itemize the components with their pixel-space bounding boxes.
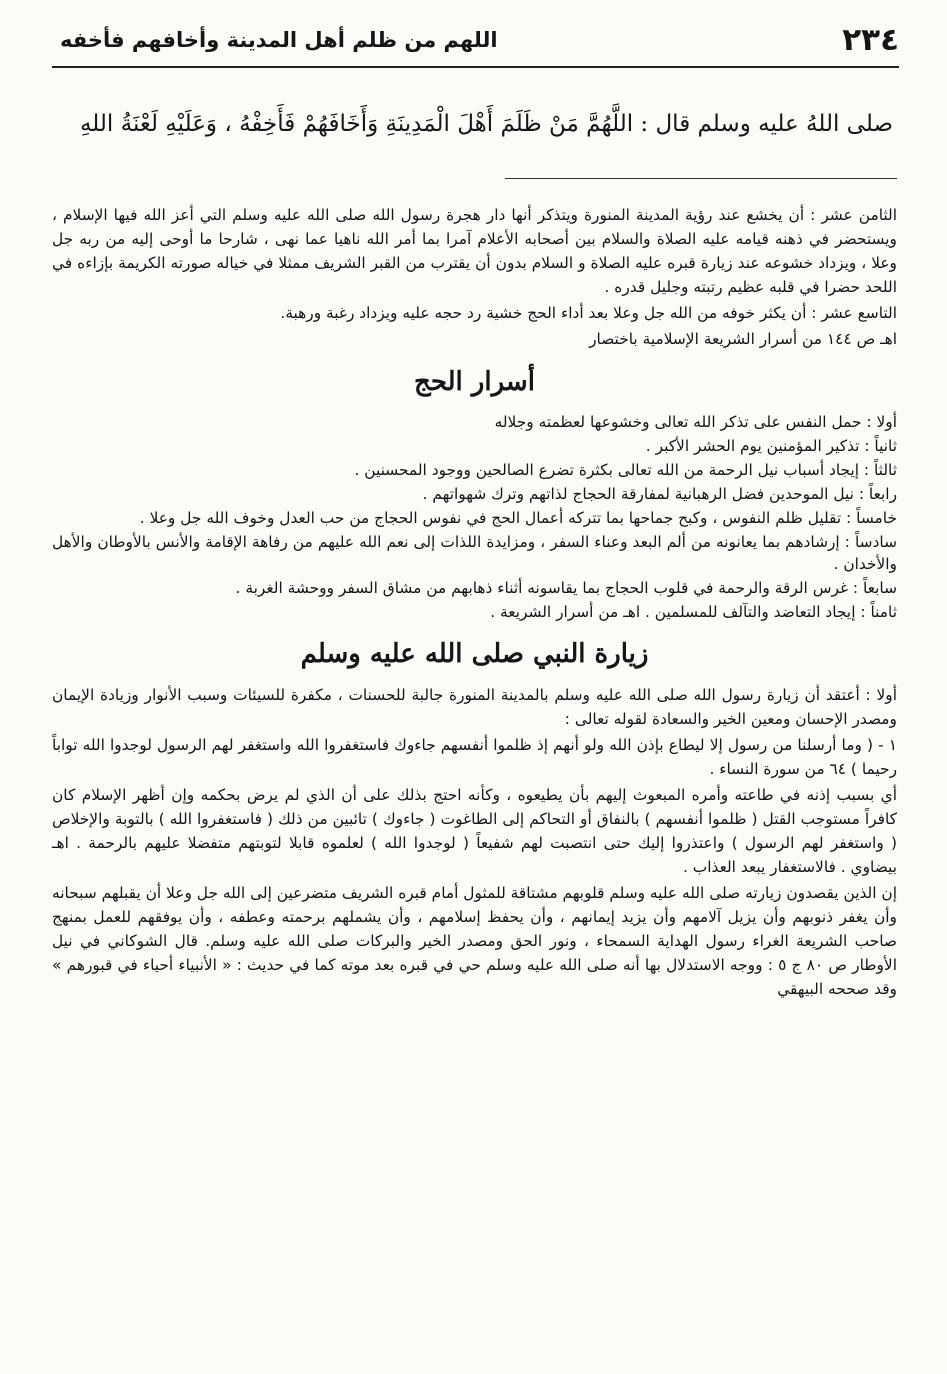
paragraph-visitors: إن الذين يقصدون زيارته صلى الله عليه وسلم قلوبهم مشتاقة للمثول أمام قبره الشريف متضرعين إلى الله جل وعلا أن يقبلهم سبحانه وأن يغفر ذنوبهم وأن يزيل آلامهم وأن يزيد إيمانهم ، وأن يحفظ إسلامهم ، وأن يشملهم برحمته وعطفه ، وأن يوفقهم للعمل بمنهج صاحب الشريعة الغراء رسول الهداية السمحاء ، ونور الحق ومصدر الخير والبركات صلى الله عليه وسلم. قال الشوكاني في نيل الأوطار ص ٨٠ ج ٥ : ووجه الاستدلال بها أنه صلى الله عليه وسلم حي في قبره بعد موته كما في حديث : « الأنبياء أحياء في قبورهم » وقد صححه البيهقي — [52, 884, 897, 998]
separator-rule — [505, 178, 897, 179]
paragraph-eighteenth: الثامن عشر : أن يخشع عند رؤية المدينة المنورة ويتذكر أنها دار هجرة رسول الله صلى الله عليه وسلم التي أعز الله فيها الإسلام ، ويستحضر في ذهنه قيامه عليه الصلاة والسلام بين أصحابه الأعلام آمرا بما أمر الله ناهيا عما نهى ، شارحا ما أوحى إليه من ربه جل وعلا ، ويزداد خشوعه عند زيارة قبره عليه الصلاة و السلام بدون أن يقترب من القبر الشريف ممثلا في خياله صورته الكريمة بإزاءه في اللحد حضرا في قلبه عظيم رتبته وجليل قدره . — [52, 206, 897, 296]
list-item: خامساً : تقليل ظلم النفوس ، وكبح جماحها بما تتركه أعمال الحج في نفوس الحجاج من حب العدل وخوف الله جل وعلا . — [139, 509, 897, 527]
list-item: ثانياً : تذكير المؤمنين يوم الحشر الأكبر . — [645, 437, 897, 455]
header-rule — [52, 66, 899, 68]
paragraph-visit-first: أولا : أعتقد أن زيارة رسول الله صلى الله عليه وسلم بالمدينة المنورة جالبة للحسنات ، مكفرة للسيئات وسبب الأنوار وزيادة الإيمان ومصدر الإحسان ومعين الخير والسعادة لقوله تعالى : — [52, 686, 897, 728]
page-header — [52, 20, 899, 60]
paragraph-nineteenth: التاسع عشر : أن يكثر خوفه من الله جل وعلا بعد أداء الحج خشية رد حجه عليه ويزداد رغبة ورهبة. — [280, 304, 897, 322]
heading-visiting-the-prophet: زيارة النبي صلى الله عليه وسلم — [300, 639, 649, 669]
list-item: رابعاً : نيل الموحدين فضل الرهبانية لمفارقة الحجاج لذاتهم وترك شهواتهم . — [422, 485, 897, 503]
paragraph-tafsir: أي بسبب إذنه في طاعته وأمره المبعوث إليهم بأن يطيعوه ، وكأنه احتج بذلك على أن الذي لم يرض بحكمه وإن أظهر الإسلام كان كافراً مستوجب القتل ( ظلموا أنفسهم ) بالنفاق أو التحاكم إلى الطاغوت ( جاءوك ) تائبين من ذلك ( فاستغفروا الله ) بالتوبة والإخلاص ( واستغفر لهم الرسول ) واعتذروا إليك حتى انتصبت لهم شفيعاً ( لوجدوا الله ) لعلموه قابلا لتوبتهم متفضلا عليهم بالرحمة . اهـ بيضاوي . فالاستغفار يبعد العذاب . — [52, 786, 897, 876]
list-item: سابعاً : غرس الرقة والرحمة في قلوب الحجاج بما يقاسونه أثناء ذهابهم من مشاق السفر ووحشة الغربة . — [235, 579, 897, 597]
running-title: اللهم من ظلم أهل المدينة وأخافهم فأخفه — [60, 28, 498, 52]
list-item: سادساً : إرشادهم بما يعانونه من ألم البعد وعناء السفر ، ومزايدة اللذات إلى نعم الله عليهم من رفاهة الإقامة والأنس بالأوطان والأهل والأخدان . — [52, 533, 897, 573]
list-item: أولا : حمل النفس على تذكر الله تعالى وخشوعها لعظمته وجلاله — [494, 413, 897, 431]
page-number: ٢٣٤ — [842, 22, 899, 58]
paragraph-quran-verse: ١ - ( وما أرسلنا من رسول إلا ليطاع بإذن الله ولو أنهم إذ ظلموا أنفسهم جاءوك فاستغفروا الله واستغفر لهم الرسول لوجدوا الله تواباً رحيما ) ٦٤ من سورة النساء . — [52, 736, 897, 778]
source-reference: اهـ ص ١٤٤ من أسرار الشريعة الإسلامية باختصار — [589, 330, 897, 348]
list-item: ثالثاً : إيجاد أسباب نيل الرحمة من الله تعالى بكثرة تضرع الصالحين ووجود المحسنين . — [354, 461, 897, 479]
hadith-line: صلى اللهُ عليه وسلم قال : اللَّهُمَّ مَنْ ظَلَمَ أَهْلَ الْمَدِينَةِ وَأَخَافَهُمْ فَأَخِفْهُ ، وَعَلَيْهِ لَعْنَةُ اللهِ — [79, 111, 893, 137]
page-body — [52, 203, 897, 1003]
list-item: ثامناً : إيجاد التعاضد والتآلف للمسلمين . اهـ من أسرار الشريعة . — [490, 603, 897, 621]
heading-secrets-of-hajj: أسرار الحج — [414, 367, 535, 397]
